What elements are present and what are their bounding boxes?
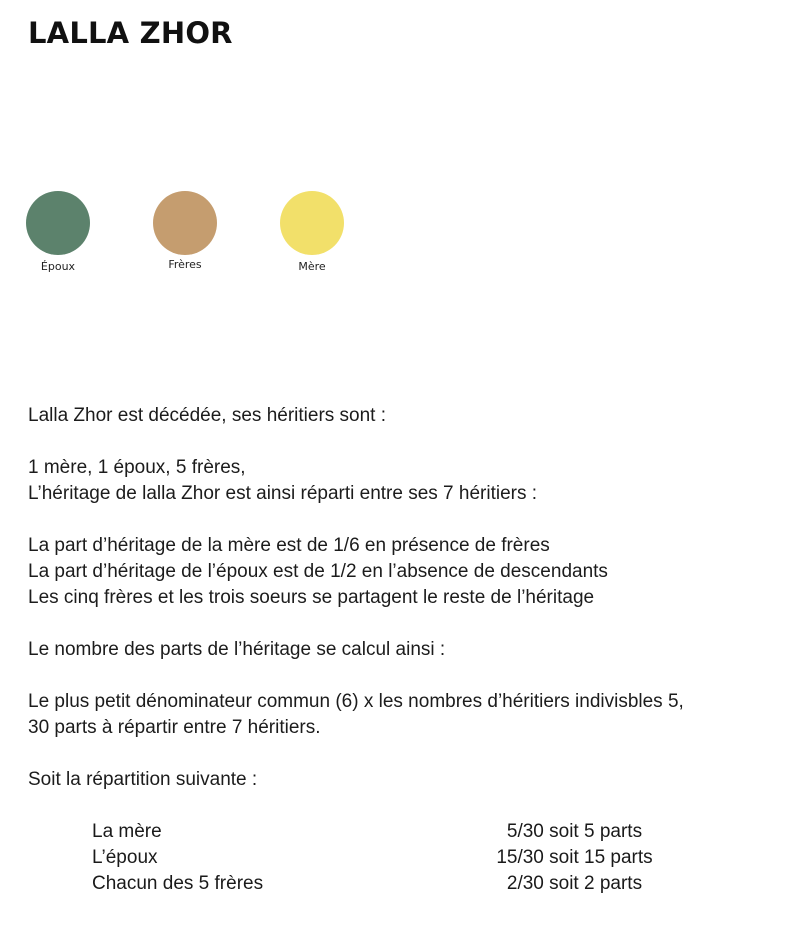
- distribution-row-mere: [92, 819, 712, 845]
- rules-paragraph: [28, 533, 608, 611]
- heirs-list-text: 1 mère, 1 époux, 5 frères,: [28, 457, 246, 478]
- legend-label-freres: Frères: [168, 258, 202, 271]
- calc-intro-text: Le nombre des parts de l’héritage se calcul ainsi :: [28, 639, 446, 660]
- distribution-heir: La mère: [92, 821, 162, 842]
- legend-label-mere: Mère: [298, 260, 326, 273]
- legend-swatch-epoux: [26, 191, 90, 255]
- heirs-paragraph: [28, 455, 537, 507]
- distribution-intro-text: Soit la répartition suivante :: [28, 769, 258, 790]
- heirs-summary-text: L’héritage de lalla Zhor est ainsi réparti entre ses 7 héritiers :: [28, 483, 538, 504]
- distribution-row-freres: [92, 871, 712, 897]
- distribution-row-epoux: [92, 845, 712, 871]
- calc-line-2: 30 parts à répartir entre 7 héritiers.: [28, 717, 321, 738]
- distribution-share: 15/30 soit 15 parts: [496, 847, 653, 868]
- distribution-share: 2/30 soit 2 parts: [506, 873, 643, 894]
- legend-item-mere: [280, 191, 344, 273]
- legend-item-epoux: [26, 191, 90, 273]
- distribution-intro-paragraph: [28, 767, 257, 793]
- intro-text: Lalla Zhor est décédée, ses héritiers sont :: [28, 405, 387, 426]
- legend-swatch-freres: [153, 191, 217, 255]
- rule-brothers: Les cinq frères et les trois soeurs se partagent le reste de l’héritage: [28, 587, 595, 608]
- distribution-share: 5/30 soit 5 parts: [506, 821, 643, 842]
- distribution-heir: L’époux: [92, 847, 158, 868]
- distribution-table: [92, 819, 712, 897]
- intro-paragraph: [28, 403, 386, 429]
- distribution-heir: Chacun des 5 frères: [92, 873, 264, 894]
- page-title: LALLA ZHOR: [28, 16, 233, 50]
- legend-label-epoux: Époux: [40, 260, 76, 273]
- calc-line-1: Le plus petit dénominateur commun (6) x les nombres d’héritiers indivisbles 5,: [28, 691, 684, 712]
- calc-paragraph: [28, 689, 684, 741]
- legend-swatch-mere: [280, 191, 344, 255]
- rule-mother: La part d’héritage de la mère est de 1/6 en présence de frères: [28, 535, 550, 556]
- rule-husband: La part d’héritage de l’époux est de 1/2 en l’absence de descendants: [28, 561, 608, 582]
- legend-item-freres: [153, 191, 217, 271]
- calc-intro-paragraph: [28, 637, 445, 663]
